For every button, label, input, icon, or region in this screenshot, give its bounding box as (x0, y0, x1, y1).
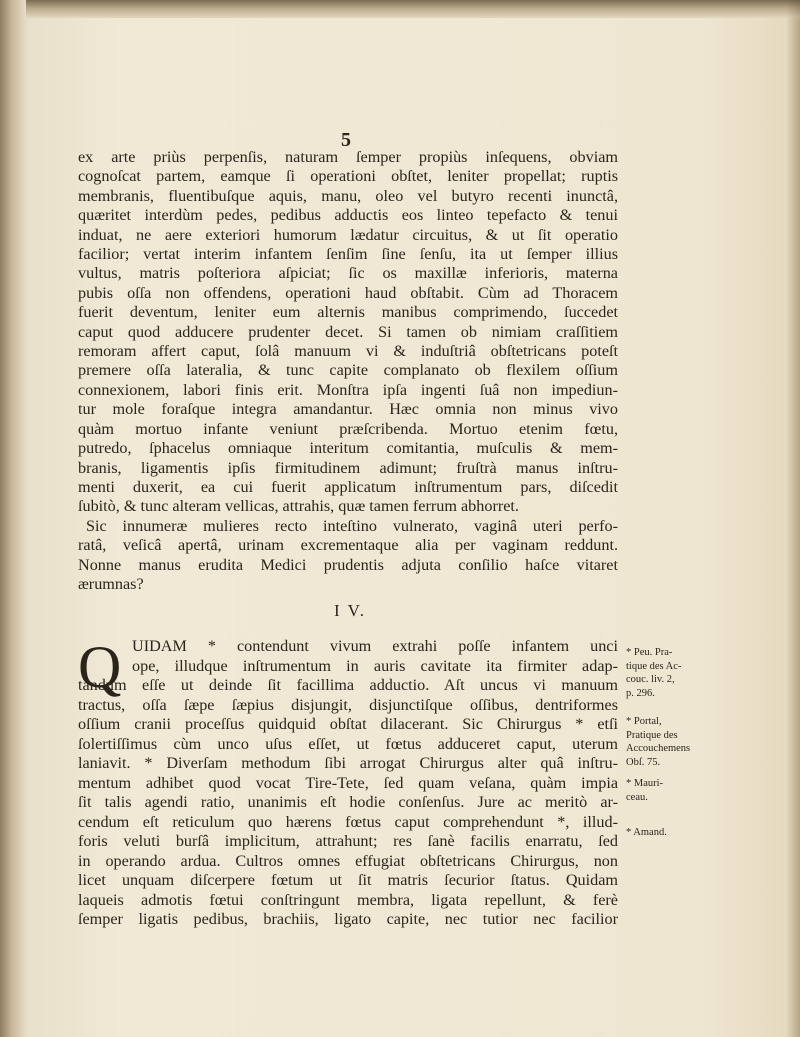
text-line: menti duxerit, ea cui fuerit applicatum inſtrumentum pars, diſcedit (78, 477, 618, 496)
section-heading: I V. (334, 601, 366, 620)
text-line: caput quod adducere prudenter decet. Si tamen ob nimiam craſſitiem (78, 322, 618, 341)
book-gutter (0, 0, 26, 1037)
text-line: quæritet interdùm pedes, pedibus adductis eos linteo tepefacto & tenui (78, 206, 618, 225)
body-text-section-three (78, 148, 618, 594)
text-line: remoram affert caput, ſolâ manuum vi & induſtriâ obſtetricans poteſt (78, 342, 618, 361)
margin-note-line: Accouchemens (626, 743, 691, 754)
body-text-section-four (78, 634, 618, 930)
text-line: licet unquam diſcerpere fœtum ut ſit matris ſecurior ſtatus. Quidam (78, 871, 618, 889)
text-line: induat, ne aere exteriori humorum lædatur circuitus, & ut ſit operatio (78, 225, 618, 244)
margin-note-amand (626, 826, 667, 840)
text-line: membranis, fluentibuſque aquis, manu, oleo vel butyro recenti inunctâ, (78, 186, 618, 205)
text-line: foris veluti burſâ implicitum, attrahunt; res ſanè facilis enarratu, ſed (78, 832, 618, 850)
text-line: ærumnas? (78, 574, 144, 593)
text-line: vultus, matris poſteriora aſpiciat; ſic os maxillæ inferioris, materna (78, 264, 618, 283)
text-line: ſolertiſſimus cùm unco uſus eſſet, ut fœtus adduceret caput, uterum (78, 734, 618, 753)
text-line: tur mole foraſque integra amandantur. Hæc omnia non minus vivo (78, 400, 618, 419)
text-line: connexionem, labori finis erit. Monſtra ipſa ingenti ſuâ non impediun- (78, 380, 618, 399)
text-line: Nonne manus erudita Medici prudentis adjuta conſilio haſce vitaret (78, 555, 618, 574)
text-line: branis, ligamentis ipſis firmitudinem adimunt; fruſtrà manus inſtru- (78, 458, 618, 477)
text-line: ratâ, veſicâ apertâ, urinam excrementaque alia per vaginam reddunt. (78, 536, 618, 555)
text-line: cognoſcat partem, eamque ſi operationi obſtet, leniter propellat; ruptis (78, 167, 618, 186)
margin-note-line: * Portal, (626, 716, 662, 727)
text-line: laniavit. * Diverſam methodum ſibi arrogat Chirurgus alter quâ inſtru- (78, 754, 618, 772)
text-line: pubis oſſa non offendens, operationi haud obſtabit. Cùm ad Thoracem (78, 283, 618, 302)
text-line: ſemper ligatis pedibus, brachiis, ligato capite, nec tutior nec facilior (78, 910, 618, 928)
margin-note-line: * Amand. (626, 827, 667, 838)
page-top-edge (0, 0, 800, 18)
text-line: ſubitò, & tunc alteram vellicas, attrahis, quæ tamen ferrum abhorret. (78, 497, 519, 516)
margin-note-line: couc. liv. 2, (626, 674, 675, 685)
text-line: mentum adhibet quod vocat Tire-Tete, ſed quam veſana, quàm impia (78, 773, 618, 792)
margin-note-portal (626, 715, 690, 769)
text-line: tandum eſſe ut deinde ſit facillima adductio. Aſt uncus vi manuum (78, 676, 618, 694)
margin-note-line: * Mauri- (626, 778, 664, 789)
text-line: putredo, ſphacelus omniaque interitum comitantia, muſculis & mem- (78, 439, 618, 458)
margin-note-line: p. 296. (626, 687, 655, 699)
text-line: facilior; vertat interim infantem ſenſim ſine ſenſu, ita ut ſemper illius (78, 245, 618, 264)
text-line: oſſium cranii proceſſus quidquid obſtat dilacerant. Sic Chirurgus * etſi (78, 715, 618, 733)
margin-note-line: ceau. (626, 791, 648, 803)
margin-note-peu (626, 646, 681, 700)
margin-note-line: tique des Ac- (626, 660, 682, 672)
text-line: tractus, oſſa ſæpe ſæpius disjungit, disjunctiſque oſſibus, dentriformes (78, 695, 618, 714)
margin-note-line: * Peu. Pra- (626, 647, 673, 658)
text-line: ope, illudque inſtrumentum in auris cavitate ita firmiter adap- (132, 656, 618, 675)
drop-capital: Q (78, 634, 122, 700)
text-line: premere oſſa lateralia, & tunc capite complanato ob flexilem oſſium (78, 361, 618, 380)
margin-note-mauriceau (626, 777, 663, 804)
text-line: UIDAM * contendunt vivum extrahi poſſe infantem unci (132, 637, 618, 655)
text-line: Sic innumeræ mulieres recto inteſtino vulnerato, vaginâ uteri perfo- (86, 516, 618, 535)
page-number: 5 (341, 129, 351, 151)
text-line: cendum eſt reticulum quo hærens fœtus caput comprehendunt *, illud- (78, 812, 618, 831)
text-line: ex arte priùs perpenſis, naturam ſemper propiùs inſequens, obviam (78, 148, 618, 166)
text-line: laqueis admotis fœtui conſtringunt membra, ligata repellunt, & ferè (78, 890, 618, 909)
text-line: ſit talis agendi ratio, unanimis eſt hodie conſenſus. Jure ac meritò ar- (78, 793, 618, 811)
text-line: quàm mortuo infante veniunt præſcribenda. Mortuo etenim fœtu, (78, 419, 618, 438)
text-line: in operando ardua. Cultros omnes effugiat obſtetricans Chirurgus, non (78, 851, 618, 870)
page-right-edge (786, 0, 800, 1037)
margin-note-line: Pratique des (626, 729, 678, 741)
margin-note-line: Obſ. 75. (626, 756, 661, 768)
text-line: fuerit deventum, leniter eum alternis manibus comprimendo, ſuccedet (78, 303, 618, 322)
